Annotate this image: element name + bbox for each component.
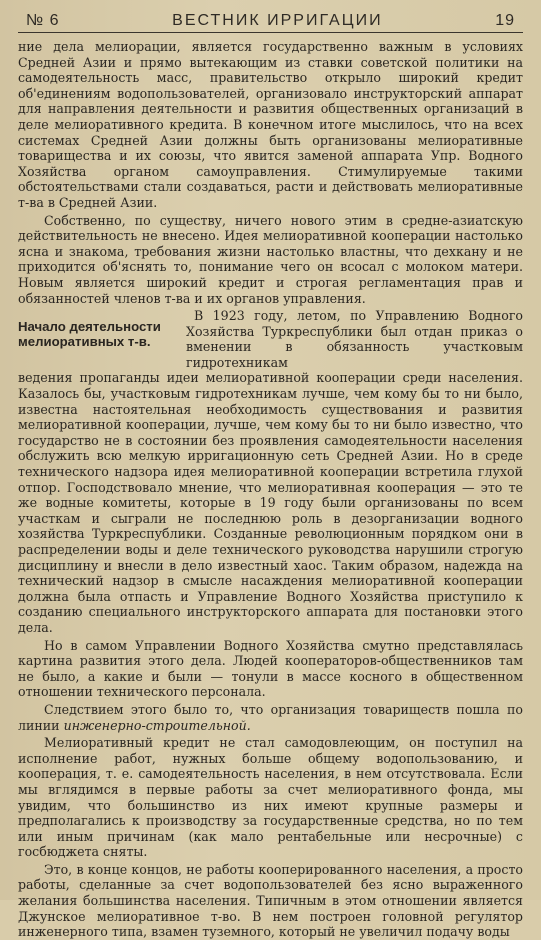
paragraph-5-text: Следствием этого было то, что организация товариществ пошла по линии xyxy=(18,701,523,733)
paragraph-3-start: В 1923 году, летом, по Управлению Водного Хозяйства Туркреспублики был отдан приказ о вменении в обязанность участковым гидротехникам xyxy=(186,308,523,370)
side-heading: Начало деятельности мелиоративных т-в. xyxy=(18,319,161,349)
paragraph-4: Но в самом Управлении Водного Хозяйства смутно представлялась картина развития этого дела. Людей кооператоров-общественников там не было, а какие и были — тонули в массе косного в общественном отношении технического персонала. xyxy=(18,637,523,700)
journal-title: ВЕСТНИК ИРРИГАЦИИ xyxy=(172,12,383,29)
page-number: 19 xyxy=(495,12,515,29)
article-body xyxy=(18,39,523,940)
section-start xyxy=(18,308,523,370)
paragraph-3-rest: ведения пропаганды идеи мелиоративной кооперации среди населения. Казалось бы, участковым гидротехникам лучше, чем кому бы то ни было, известна настоятельная необходимость существования и развития мелиоративной кооперации, лучше, чем кому бы то ни было известно, что государство не в состоянии без проявления самодеятельности населения обслужить всю мелкую ирригационную сеть Средней Азии. Но в среде технического надзора идея мелиоративной кооперации встретила глухой отпор. Господствовало мнение, что мелиоративная кооперация — это те же водные комитеты, которые в 19 году были организованы по всем участкам и сыграли не последнюю роль в дезорганизации водного хозяйства Туркреспублики. Созданные революционным порядком они в распределении воды и деле технического руководства нарушили строгую дисциплину и внесли в дело известный хаос. Таким образом, надежда на технический надзор в смысле насаждения мелиоративной кооперации должна была отпасть и Управление Водного Хозяйства приступило к созданию специального инструкторского аппарата для постановки этого дела. xyxy=(18,370,523,635)
paragraph-6: Мелиоративный кредит не стал самодовлеющим, он поступил на исполнение работ, нужных больше общему водопользованию, и кооперация, т. е. самодеятельность населения, в нем отсутствовала. Если мы вглядимся в первые работы за счет мелиоративного фонда, мы увидим, что большинство из них имеют крупные размеры и предполагались к производству за государственные средства, но по тем или иным причинам (как мало рентабельные или несрочные) с госбюджета сняты. xyxy=(18,735,523,860)
paragraph-2: Собственно, по существу, ничего нового этим в средне-азиатскую действительность не внесено. Идея мелиоративной кооперации настолько ясна и знакома, требования жизни настолько властны, что дехкану и не приходится об'яснять то, понимание чего он всосал с молоком матери. Новым является широкий кредит и строгая регламентация прав и обязанностей членов т-ва и их органов управления. xyxy=(18,212,523,306)
paragraph-5-emphasis: инженерно-строительной. xyxy=(63,717,251,733)
issue-number: № 6 xyxy=(26,12,60,29)
page-header xyxy=(18,12,523,33)
paragraph-7: Это, в конце концов, не работы кооперированного населения, а просто работы, сделанные за счет водопользователей без ясно выраженного желания большинства населения. Типичным в этом отношении является Джунское мелиоративное т-во. В нем построен головной регулятор инженерного типа, взамен туземного, который не увеличил подачу воды xyxy=(18,861,523,940)
paragraph-1: ние дела мелиорации, является государственно важным в условиях Средней Азии и прямо вытекающим из ставки советской политики на самодеятельность масс, правительство открыло широкий кредит об'единениям водопользователей, организовало инструкторский аппарат для направления деятельности и развития общественных организаций в деле мелиоративного кредита. В конечном итоге мыслилось, что на всех системах Средней Азии должны быть организованы мелиоративные товарищества и их союзы, что явится заменой аппарата Упр. Водного Хозяйства органом самоуправления. Стимулируемые такими обстоятельствами стали создаваться, расти и действовать мелиоративные т-ва в Средней Азии. xyxy=(18,39,523,210)
paragraph-5 xyxy=(18,702,523,733)
